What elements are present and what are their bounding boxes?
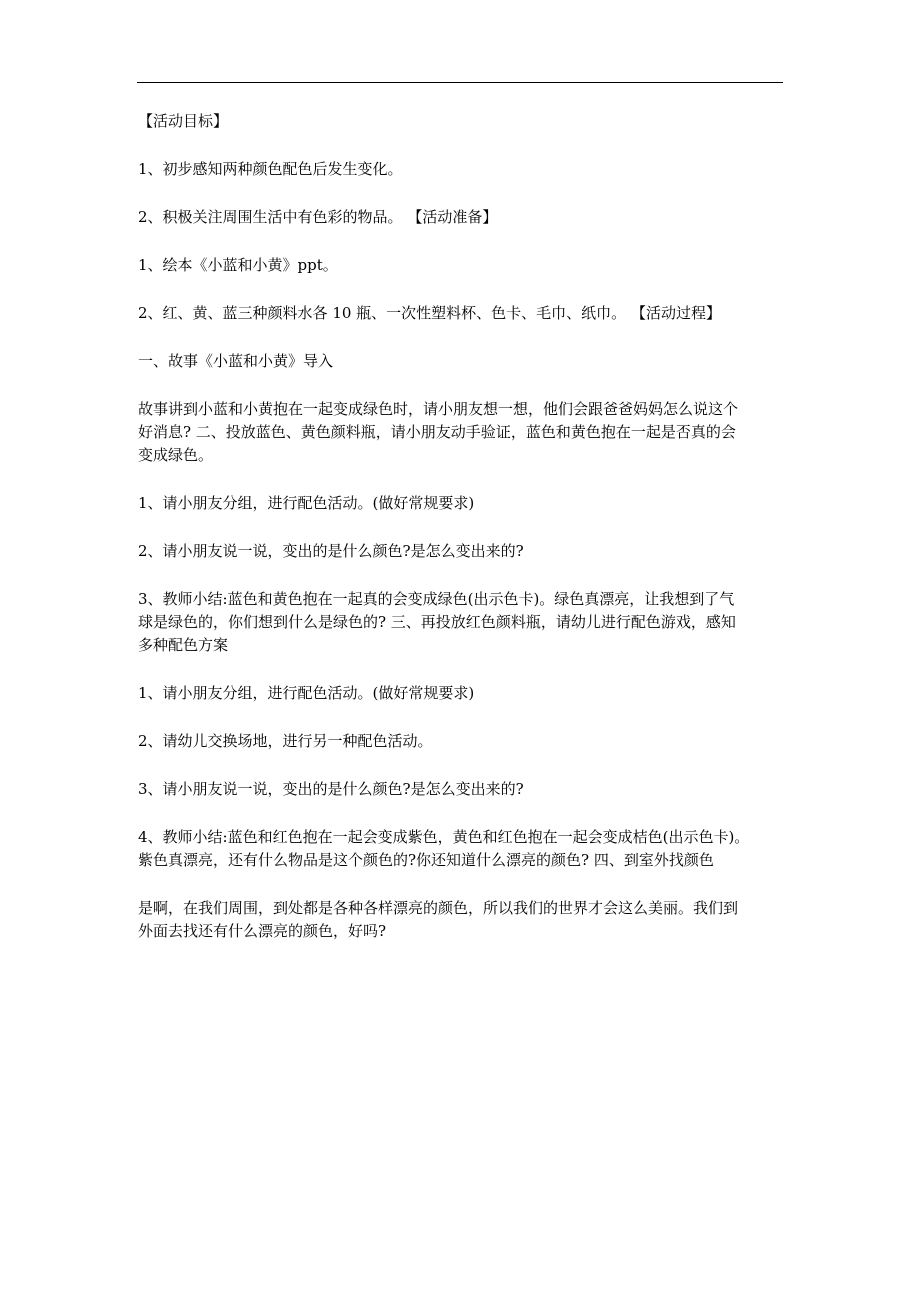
text-line: 1、初步感知两种颜色配色后发生变化。 xyxy=(138,160,403,178)
header-rule xyxy=(137,82,783,83)
text-line: 1、请小朋友分组，进行配色活动。(做好常规要求) xyxy=(138,494,475,512)
text-line: 2、请幼儿交换场地，进行另一种配色活动。 xyxy=(138,732,433,750)
document-body xyxy=(138,110,786,968)
paragraph-step-4b xyxy=(138,826,786,872)
paragraph-conclusion xyxy=(138,897,786,943)
paragraph-prep-1 xyxy=(138,254,786,277)
text-line: 一、故事《小蓝和小黄》导入 xyxy=(138,352,334,370)
paragraph-goal-2 xyxy=(138,206,786,229)
paragraph-step-2a xyxy=(138,540,786,563)
text-line: 1、请小朋友分组，进行配色活动。(做好常规要求) xyxy=(138,684,475,702)
text-line: 1、绘本《小蓝和小黄》ppt。 xyxy=(138,256,338,274)
text-line: 【活动目标】 xyxy=(138,112,229,130)
text-line: 变成绿色。 xyxy=(138,446,214,464)
text-line: 3、教师小结:蓝色和黄色抱在一起真的会变成绿色(出示色卡)。绿色真漂亮，让我想到了气 xyxy=(138,590,735,608)
text-line: 是啊，在我们周围，到处都是各种各样漂亮的颜色，所以我们的世界才会这么美丽。我们到 xyxy=(138,899,739,917)
text-line: 4、教师小结:蓝色和红色抱在一起会变成紫色，黄色和红色抱在一起会变成桔色(出示色卡)。 xyxy=(138,828,750,846)
text-line: 外面去找还有什么漂亮的颜色，好吗? xyxy=(138,922,387,940)
text-line: 2、红、黄、蓝三种颜料水各 10 瓶、一次性塑料杯、色卡、毛巾、纸巾。 【活动过程】 xyxy=(138,304,721,322)
text-line: 2、请小朋友说一说，变出的是什么颜色?是怎么变出来的? xyxy=(138,542,524,560)
text-line: 3、请小朋友说一说，变出的是什么颜色?是怎么变出来的? xyxy=(138,780,524,798)
paragraph-step-1b xyxy=(138,682,786,705)
text-line: 好消息? 二、投放蓝色、黄色颜料瓶，请小朋友动手验证，蓝色和黄色抱在一起是否真的会 xyxy=(138,423,736,441)
paragraph-step-3b xyxy=(138,778,786,801)
text-line: 球是绿色的，你们想到什么是绿色的? 三、再投放红色颜料瓶，请幼儿进行配色游戏，感知 xyxy=(138,613,736,631)
paragraph-process-1 xyxy=(138,350,786,373)
text-line: 多种配色方案 xyxy=(138,636,229,654)
paragraph-step-3a xyxy=(138,588,786,657)
paragraph-step-2b xyxy=(138,730,786,753)
text-line: 故事讲到小蓝和小黄抱在一起变成绿色时，请小朋友想一想，他们会跟爸爸妈妈怎么说这个 xyxy=(138,400,739,418)
paragraph-step-1a xyxy=(138,492,786,515)
paragraph-goal-heading xyxy=(138,110,786,133)
paragraph-prep-2 xyxy=(138,302,786,325)
paragraph-story xyxy=(138,398,786,467)
text-line: 2、积极关注周围生活中有色彩的物品。 【活动准备】 xyxy=(138,208,498,226)
paragraph-goal-1 xyxy=(138,158,786,181)
text-line: 紫色真漂亮，还有什么物品是这个颜色的?你还知道什么漂亮的颜色? 四、到室外找颜色 xyxy=(138,851,714,869)
